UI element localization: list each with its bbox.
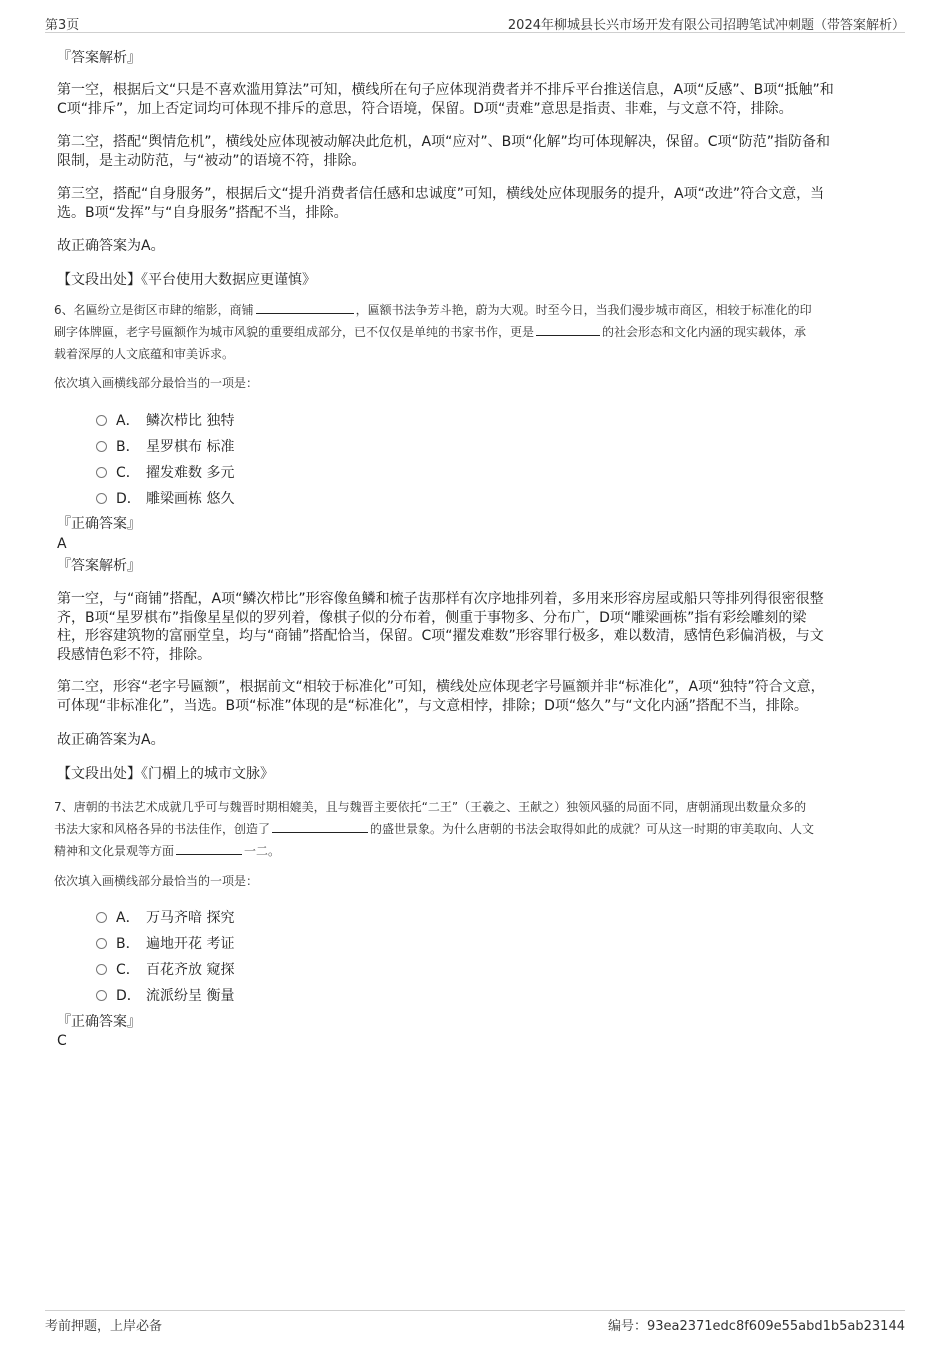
q6-option-d[interactable]: D． 雕梁画栋 悠久 [96,488,234,508]
q6-analysis-label: 『答案解析』 [57,558,141,574]
document-title: 2024年柳城县长兴市场开发有限公司招聘笔试冲刺题（带答案解析） [507,18,905,33]
q6-conclusion: 故正确答案为A。 [57,732,165,748]
q6-correct-answer: A [57,536,67,552]
text-line: 柱，形容建筑物的富丽堂皇，均与“商铺”搭配恰当，保留。C项“擢发难数”形容罪行极多，难以数清，感情色彩偏消极，与文 [57,628,824,644]
answer-blank [272,820,368,833]
q6-correct-label: 『正确答案』 [57,516,141,532]
text-line: 齐，B项“星罗棋布”指像星星似的罗列着，像棋子似的分布着，侧重于事物多、分布广，D项“雕梁画栋”指有彩绘雕刻的梁 [57,609,807,626]
text-line: C项“排斥”，加上否定词均可体现不排斥的意思，符合语境，保留。D项“责难”意思是指责、非难，与文意不符，排除。 [57,100,793,117]
radio-icon[interactable] [96,441,107,452]
q5-analysis-para1 [57,81,890,118]
text-line: 载着深厚的人文底蕴和审美诉求。 [54,347,235,361]
text-line: 精神和文化景观等方面 一二。 [54,844,281,858]
text-line: 第一空，与“商铺”搭配，A项“鳞次栉比”形容像鱼鳞和梳子齿那样有次序地排列着，多用来形容房屋或船只等排列得很密很整 [57,591,824,607]
q6-stem [54,299,894,365]
text-line: 第二空，形容“老字号匾额”，根据前文“相较于标准化”可知，横线处应体现老字号匾额并非“标准化”，A项“独特”符合文意， [57,679,825,695]
text-line: 限制，是主动防范，与“被动”的语境不符，排除。 [57,152,366,169]
radio-icon[interactable] [96,493,107,504]
radio-icon[interactable] [96,467,107,478]
q5-analysis-para3 [57,185,890,222]
text-line: 7、唐朝的书法艺术成就几乎可与魏晋时期相媲美，且与魏晋主要依托“二王”（王羲之、王献之）独领风骚的局面不同，唐朝涌现出数量众多的 [54,800,807,814]
radio-icon[interactable] [96,938,107,949]
text-line: 选。B项“发挥”与“自身服务”搭配不当，排除。 [57,204,348,221]
radio-icon[interactable] [96,990,107,1001]
text-line: 段感情色彩不符，排除。 [57,646,211,663]
text-line: 第一空，根据后文“只是不喜欢滥用算法”可知，横线所在句子应体现消费者并不排斥平台推送信息，A项“反感”、B项“抵触”和 [57,82,834,98]
radio-icon[interactable] [96,415,107,426]
q7-option-a[interactable]: A． 万马齐喑 探究 [96,907,234,927]
text-line: 可体现“非标准化”，当选。B项“标准”体现的是“标准化”，与文意相悖，排除；D项“悠久”与“文化内涵”搭配不当，排除。 [57,697,808,714]
page-footer [45,1310,905,1333]
q7-correct-label: 『正确答案』 [57,1014,141,1030]
q5-conclusion: 故正确答案为A。 [57,238,165,254]
q6-option-a[interactable]: A． 鳞次栉比 独特 [96,410,234,430]
q7-stem [54,796,894,862]
document-code: 编号：93ea2371edc8f609e55abd1b5ab23144 [607,1319,905,1334]
q7-option-d[interactable]: D． 流派纷呈 衡量 [96,985,234,1005]
text-line: 第二空，搭配“舆情危机”，横线处应体现被动解决此危机，A项“应对”、B项“化解”均可体现解决，保留。C项“防范”指防备和 [57,134,830,150]
q6-prompt: 依次填入画横线部分最恰当的一项是： [54,376,259,390]
radio-icon[interactable] [96,912,107,923]
q7-correct-answer: C [57,1033,67,1049]
q6-analysis-para1 [57,590,890,664]
page-header [45,12,905,33]
q7-option-c[interactable]: C． 百花齐放 窥探 [96,959,234,979]
q6-analysis-para2 [57,678,890,715]
q5-analysis-label: 『答案解析』 [57,50,141,66]
q5-source: 【文段出处】《平台使用大数据应更谨慎》 [57,272,316,288]
q7-prompt: 依次填入画横线部分最恰当的一项是： [54,874,259,888]
footer-slogan: 考前押题，上岸必备 [45,1319,163,1334]
text-line: 6、名匾纷立是街区市肆的缩影，商铺 ，匾额书法争芳斗艳，蔚为大观。时至今日，当我们漫步城市商区，相较于标准化的印 [54,303,812,317]
answer-blank [256,301,354,314]
q5-analysis-para2 [57,133,890,170]
page-number: 第3页 [45,18,80,33]
text-line: 第三空，搭配“自身服务”，根据后文“提升消费者信任感和忠诚度”可知，横线处应体现服务的提升，A项“改进”符合文意，当 [57,186,825,202]
q6-option-b[interactable]: B． 星罗棋布 标准 [96,436,234,456]
text-line: 书法大家和风格各异的书法佳作，创造了 的盛世景象。为什么唐朝的书法会取得如此的成就？可从这一时期的审美取向、人文 [54,822,815,836]
q7-option-b[interactable]: B． 遍地开花 考证 [96,933,234,953]
q6-option-c[interactable]: C． 擢发难数 多元 [96,462,234,482]
answer-blank [176,842,242,855]
q6-source: 【文段出处】《门楣上的城市文脉》 [57,766,274,782]
answer-blank [536,323,600,336]
text-line: 刷字体牌匾，老字号匾额作为城市风貌的重要组成部分，已不仅仅是单纯的书家书作，更是 的社会形态和文化内涵的现实载体，承 [54,325,807,339]
radio-icon[interactable] [96,964,107,975]
